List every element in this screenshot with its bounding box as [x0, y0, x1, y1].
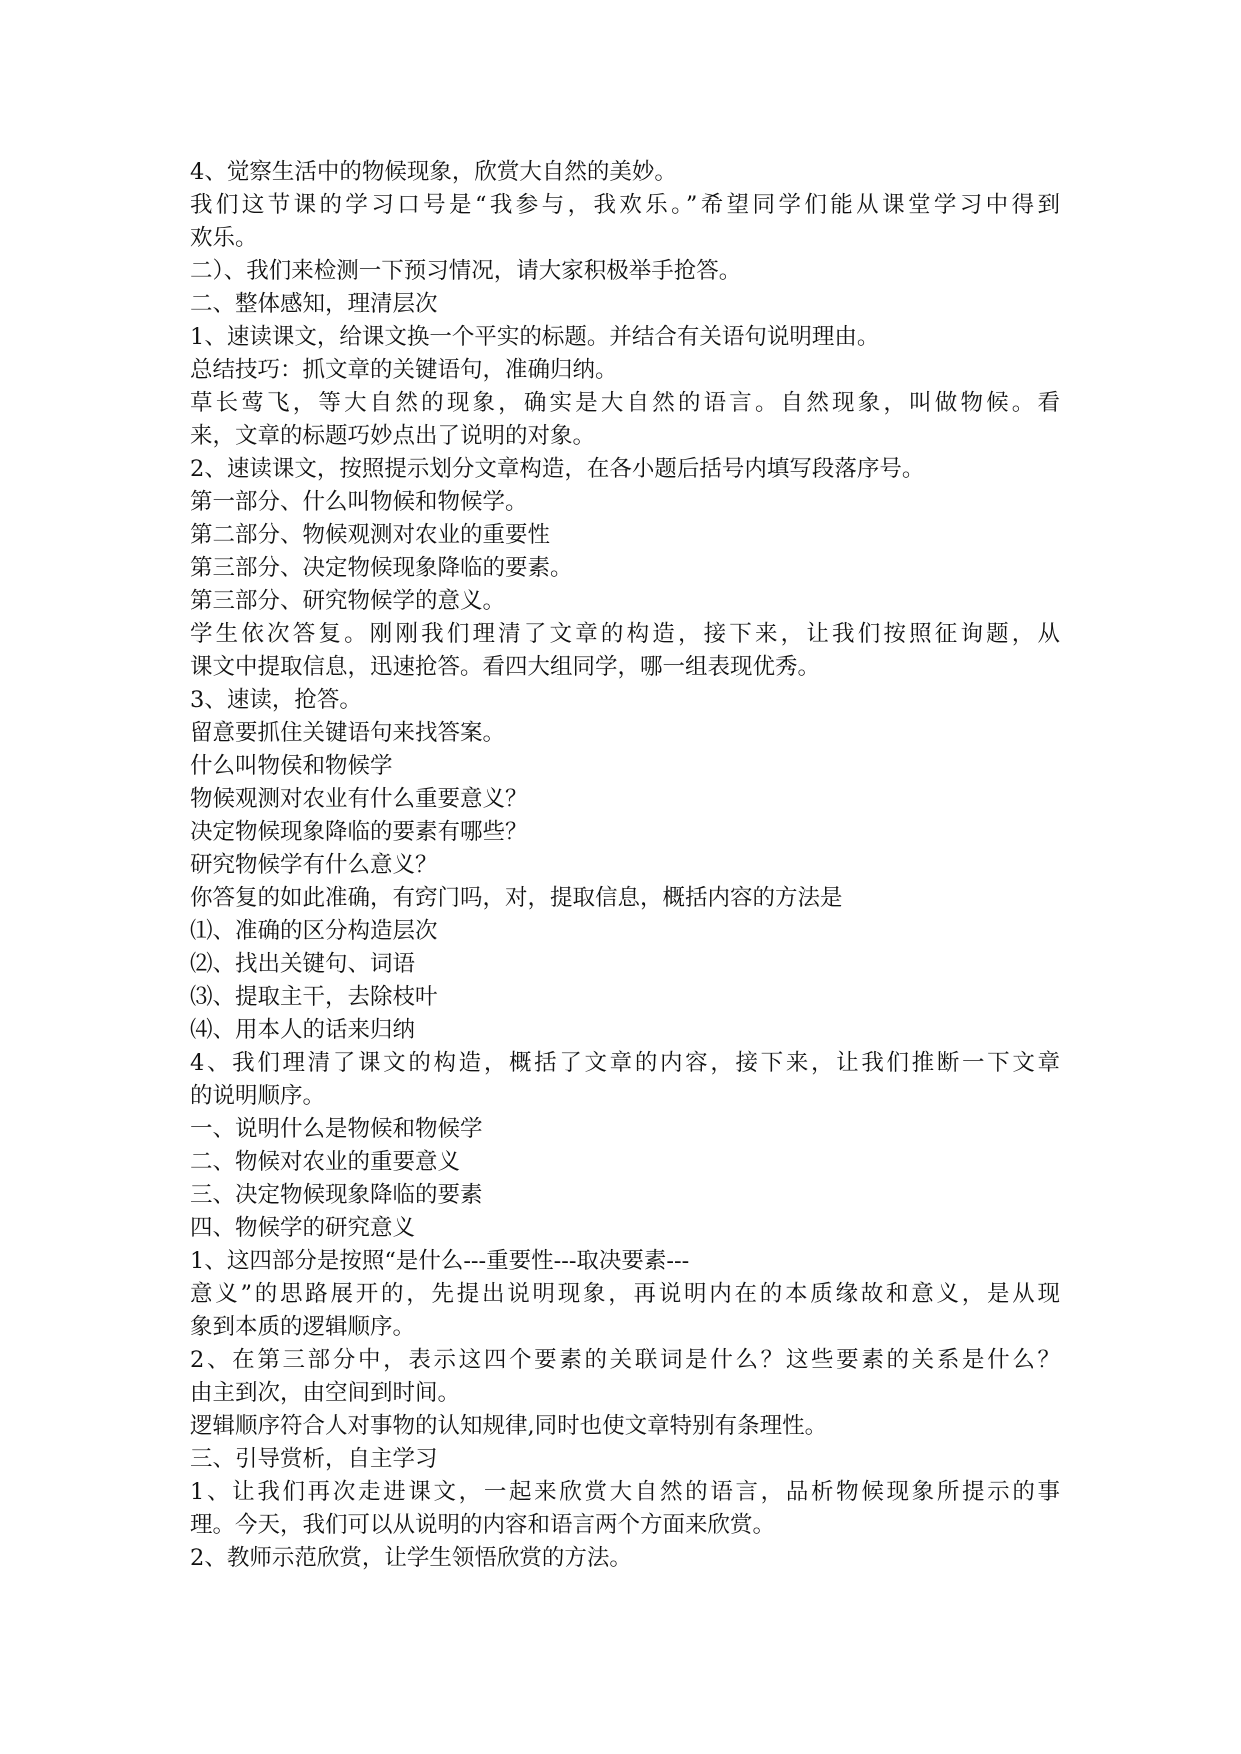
paragraph: [190, 1047, 1060, 1113]
text-line: 研究物候学有什么意义？: [190, 852, 438, 878]
text-line: 物候观测对农业有什么重要意义？: [190, 786, 528, 812]
text-line: 第一部分、什么叫物候和物候学。: [190, 489, 528, 515]
list-item: 一、说明什么是物候和物候学: [190, 1116, 483, 1142]
text-line: 你答复的如此准确，有窍门吗，对，提取信息，概括内容的方法是: [190, 885, 843, 911]
list-item: ⑷、用本人的话来归纳: [190, 1017, 416, 1043]
text-line: 什么叫物侯和物候学: [190, 753, 393, 779]
list-item: ⑵、找出关键句、词语: [190, 951, 416, 977]
text-line: 意义”的思路展开的，先提出说明现象，再说明内在的本质缘故和意义，是从现: [190, 1281, 1060, 1307]
text-line: 理。今天，我们可以从说明的内容和语言两个方面来欣赏。: [190, 1512, 776, 1538]
text-line: 第二部分、物候观测对农业的重要性: [190, 522, 551, 548]
paragraph: [190, 1344, 1060, 1410]
text-line: 2、速读课文，按照提示划分文章构造，在各小题后括号内填写段落序号。: [190, 456, 925, 482]
text-line: 1、这四部分是按照“是什么---重要性---取决要素---: [190, 1248, 690, 1274]
list-item: ⑶、提取主干，去除枝叶: [190, 984, 438, 1010]
text-line: 留意要抓住关键语句来找答案。: [190, 720, 506, 746]
text-line: 4、我们理清了课文的构造，概括了文章的内容，接下来，让我们推断一下文章: [190, 1050, 1060, 1076]
text-line: 来，文章的标题巧妙点出了说明的对象。: [190, 423, 596, 449]
text-line: 逻辑顺序符合人对事物的认知规律,同时也使文章特别有条理性。: [190, 1413, 828, 1439]
text-line: 1、速读课文，给课文换一个平实的标题。并结合有关语句说明理由。: [190, 324, 880, 350]
list-item: 四、物候学的研究意义: [190, 1215, 416, 1241]
text-line: 第三部分、研究物候学的意义。: [190, 588, 506, 614]
text-line: 的说明顺序。: [190, 1083, 326, 1109]
text-line: 3、速读，抢答。: [190, 687, 362, 713]
list-item: ⑴、准确的区分构造层次: [190, 918, 438, 944]
text-line: 总结技巧：抓文章的关键语句，准确归纳。: [190, 357, 618, 383]
text-line: 学生依次答复。刚刚我们理清了文章的构造，接下来，让我们按照征询题，从: [190, 621, 1060, 647]
text-line: 由主到次，由空间到时间。: [190, 1380, 461, 1406]
section-heading: 三、引导赏析，自主学习: [190, 1446, 438, 1472]
text-line: 2、在第三部分中，表示这四个要素的关联词是什么？这些要素的关系是什么？: [190, 1347, 1060, 1373]
text-line: 课文中提取信息，迅速抢答。看四大组同学，哪一组表现优秀。: [190, 654, 821, 680]
text-line: 决定物候现象降临的要素有哪些？: [190, 819, 528, 845]
text-line: 欢乐。: [190, 225, 258, 251]
text-line: 第三部分、决定物候现象降临的要素。: [190, 555, 573, 581]
text-line: 我们这节课的学习口号是“我参与，我欢乐。”希望同学们能从课堂学习中得到: [190, 192, 1060, 218]
text-line: 草长莺飞，等大自然的现象，确实是大自然的语言。自然现象，叫做物候。看: [190, 390, 1060, 416]
paragraph: [190, 618, 1060, 684]
paragraph: [190, 189, 1060, 255]
section-heading: 二、整体感知，理清层次: [190, 291, 438, 317]
paragraph: [190, 387, 1060, 453]
document-page: [190, 156, 1060, 1575]
paragraph: [190, 1278, 1060, 1344]
text-line: 二）、我们来检测一下预习情况，请大家积极举手抢答。: [190, 258, 742, 284]
list-item: 二、物候对农业的重要意义: [190, 1149, 461, 1175]
list-item: 三、决定物候现象降临的要素: [190, 1182, 483, 1208]
text-line: 1、让我们再次走进课文，一起来欣赏大自然的语言，品析物候现象所提示的事: [190, 1479, 1060, 1505]
text-line: 4、觉察生活中的物候现象，欣赏大自然的美妙。: [190, 159, 677, 185]
paragraph: [190, 1476, 1060, 1542]
text-line: 象到本质的逻辑顺序。: [190, 1314, 416, 1340]
text-line: 2、教师示范欣赏，让学生领悟欣赏的方法。: [190, 1545, 632, 1571]
